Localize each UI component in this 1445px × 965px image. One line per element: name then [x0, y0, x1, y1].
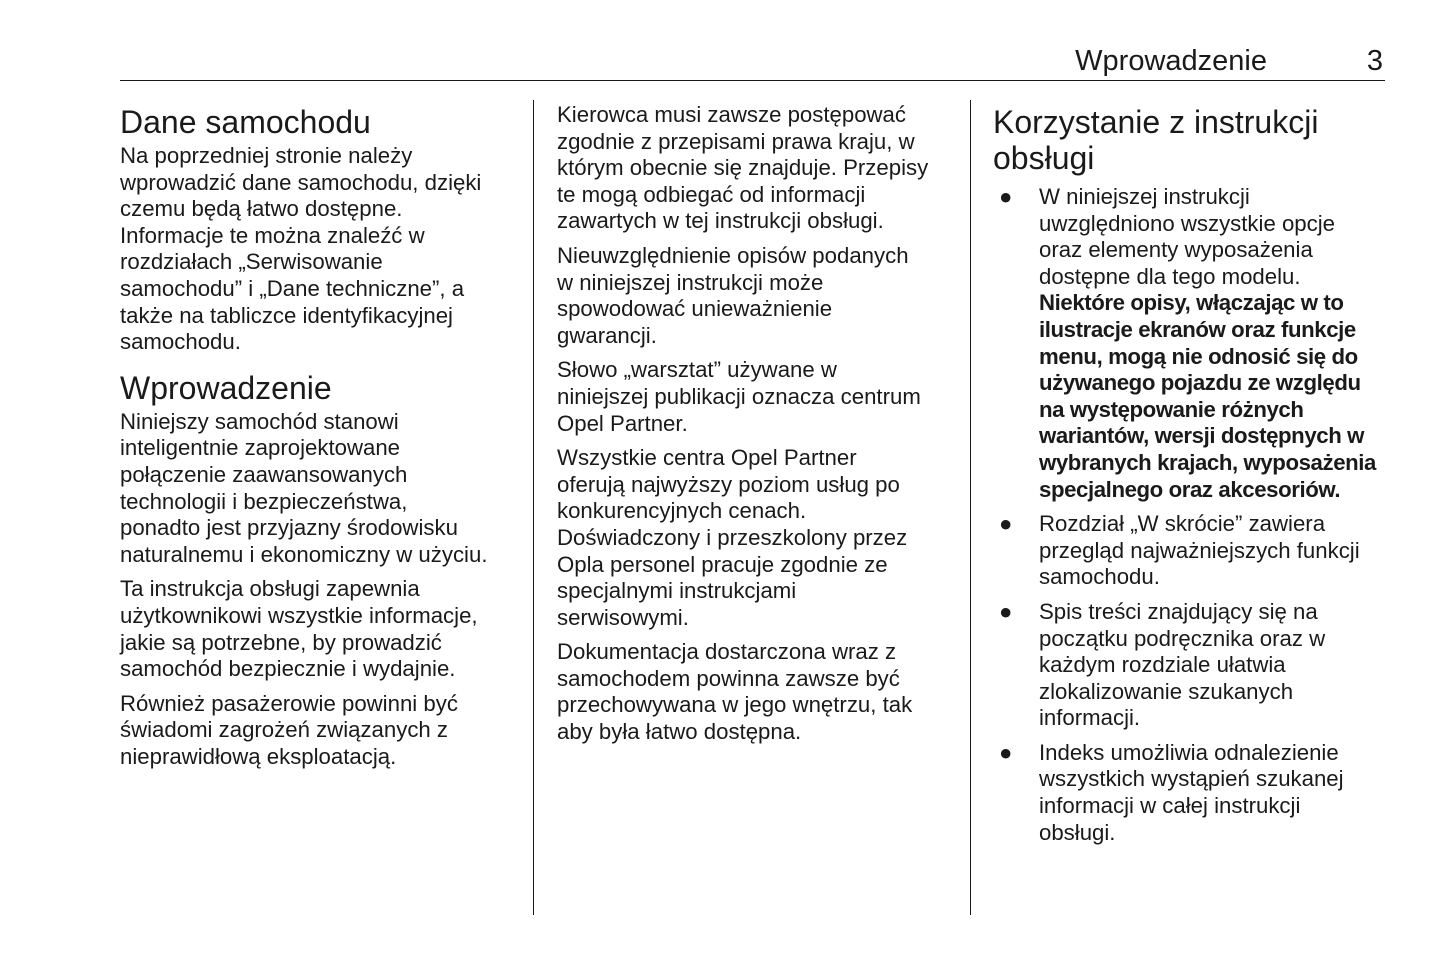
- list-item: [993, 184, 1388, 503]
- list-item: [993, 511, 1388, 591]
- page-number: 3: [1366, 45, 1383, 77]
- paragraph: Słowo „warsztat” używane w niniejszej publikacji oznacza centrum Opel Partner.: [557, 357, 921, 436]
- list-item-text: W niniejszej instrukcji uwzględniono wszystkie opcje oraz elementy wyposażenia dostępne dla tego modelu.: [1039, 184, 1335, 289]
- paragraph: Nieuwzględnienie opisów podanych w niniejszej instrukcji może spowodować unieważnienie gwarancji.: [557, 242, 909, 348]
- bullet-icon: ●: [999, 184, 1013, 209]
- paragraph: Na poprzedniej stronie należy wprowadzić dane samochodu, dzięki czemu będą łatwo dostępne. Informacje te można znaleźć w rozdziałach „Serwisowanie samochodu” i „Dane techniczne”, a także na tabliczce identyfikacyjnej samochodu.: [120, 143, 482, 355]
- paragraph: Niniejszy samochód stanowi inteligentnie zaprojektowane połączenie zaawansowanych technologii i bezpieczeństwa, ponadto jest przyjazny środowisku naturalnemu i ekonomiczny w użyciu.: [120, 408, 488, 567]
- bullet-icon: ●: [999, 598, 1013, 624]
- column-right: [993, 102, 1388, 854]
- list-item: [993, 599, 1388, 732]
- paragraph: Ta instrukcja obsługi zapewnia użytkownikowi wszystkie informacje, jakie są potrzebne, by prowadzić samochód bezpiecznie i wydajnie.: [120, 576, 478, 682]
- column-divider: [970, 100, 971, 915]
- bullet-icon: ●: [999, 511, 1013, 537]
- heading-wprowadzenie: Wprowadzenie: [120, 369, 332, 406]
- page-header: [120, 44, 1385, 81]
- column-left: [120, 102, 520, 778]
- bullet-list: [993, 184, 1388, 846]
- paragraph: Również pasażerowie powinni być świadomi zagrożeń związanych z nieprawidłową eksploatacją.: [120, 690, 458, 769]
- list-item-text: Spis treści znajdujący się na początku podręcznika oraz w każdym rozdziale ułatwia zlokalizowanie szukanych informacji.: [1039, 598, 1326, 731]
- column-middle: [557, 102, 957, 754]
- column-divider: [533, 100, 534, 915]
- heading-dane-samochodu: Dane samochodu: [120, 104, 371, 140]
- list-item-text: Rozdział „W skrócie” zawiera przegląd najważniejszych funkcji samochodu.: [1039, 511, 1360, 590]
- section-title: Wprowadzenie: [1075, 45, 1267, 77]
- paragraph: Wszystkie centra Opel Partner oferują najwyższy poziom usług po konkurencyjnych cenach. Doświadczony i przeszkolony przez Opla personel pracuje zgodnie ze specjalnymi instrukcjami serwisowymi.: [557, 445, 908, 630]
- bullet-icon: ●: [999, 739, 1013, 765]
- list-item-bold-text: Niektóre opisy, włączając w to ilustracje ekranów oraz funkcje menu, mogą nie odnosić się do używanego pojazdu ze względu na występowanie różnych wariantów, wersji dostępnych w wybranych krajach, wyposażenia specjalnego oraz akcesoriów.: [1039, 290, 1376, 502]
- paragraph: Kierowca musi zawsze postępować zgodnie z przepisami prawa kraju, w którym obecnie się znajduje. Przepisy te mogą odbiegać od informacji zawartych w tej instrukcji obsługi.: [557, 102, 929, 234]
- heading-korzystanie: Korzystanie z instrukcji obsługi: [993, 104, 1319, 176]
- paragraph: Dokumentacja dostarczona wraz z samochodem powinna zawsze być przechowywana w jego wnętrzu, tak aby była łatwo dostępna.: [557, 639, 913, 745]
- list-item-text: Indeks umożliwia odnalezienie wszystkich wystąpień szukanej informacji w całej instrukcji obsługi.: [1039, 739, 1344, 845]
- list-item: [993, 740, 1388, 846]
